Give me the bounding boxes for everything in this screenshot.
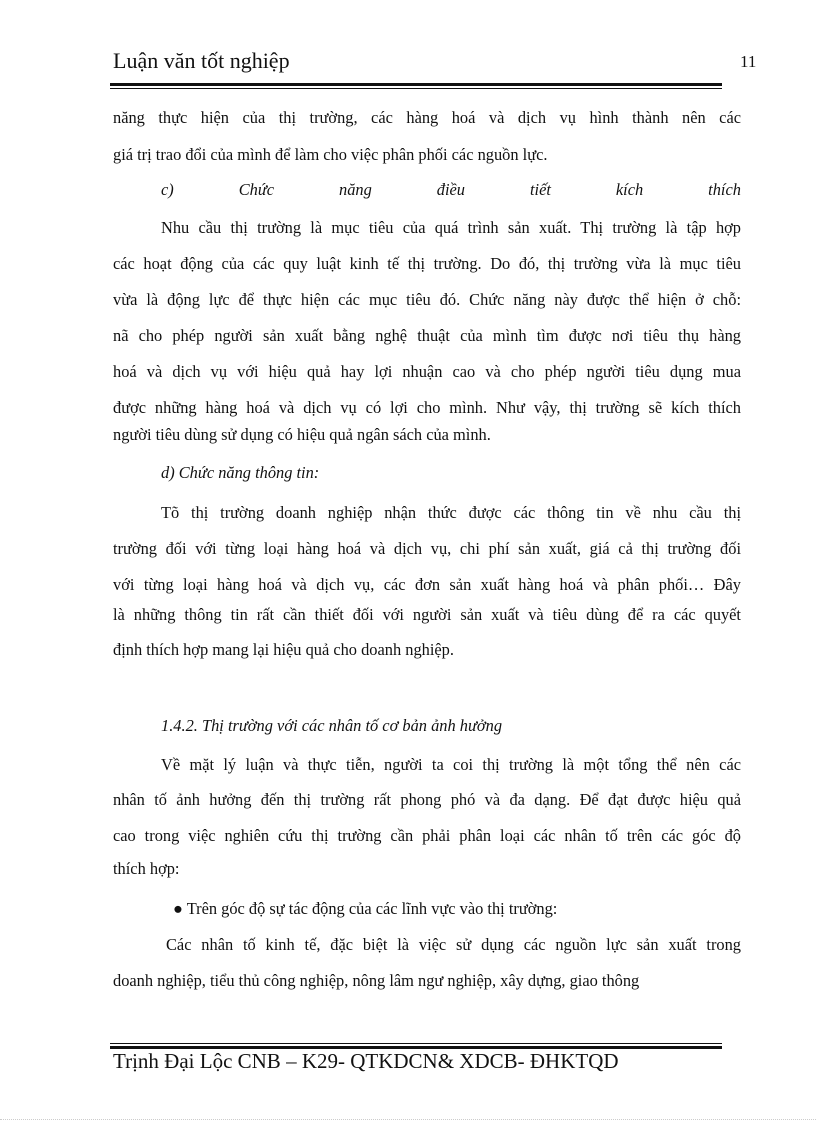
heading-c-word: tiết [529, 180, 551, 199]
paragraph-line: vừa là động lực để thực hiện các mục tiêu đó. Chức năng này được thể hiện ở chỗ: [113, 290, 741, 309]
paragraph-line: với từng loại hàng hoá và dịch vụ, các đơn sản xuất hàng hoá và phân phối… Đây [113, 575, 741, 594]
paragraph-line: cao trong việc nghiên cứu thị trường cần phải phân loại các nhân tố trên các góc độ [113, 826, 741, 845]
paragraph-line: các hoạt động của các quy luật kinh tế thị trường. Do đó, thị trường vừa là mục tiêu [113, 254, 741, 273]
paragraph-line: Các nhân tố kinh tế, đặc biệt là việc sử dụng các nguồn lực sản xuất trong [166, 935, 741, 954]
page-number: 11 [740, 52, 757, 71]
heading-c [161, 180, 741, 200]
paragraph-line: doanh nghiệp, tiểu thủ công nghiệp, nông lâm ngư nghiệp, xây dựng, giao thông [113, 971, 640, 990]
heading-c-word: điều [436, 180, 465, 199]
bullet-item: ● Trên góc độ sự tác động của các lĩnh vực vào thị trường: [173, 899, 558, 918]
heading-d: d) Chức năng thông tin: [161, 463, 320, 482]
page-edge-dots [0, 1119, 816, 1120]
header-rule-thick [110, 83, 722, 86]
paragraph-line: là những thông tin rất cần thiết đối với người sản xuất và tiêu dùng để ra các quyết [113, 605, 741, 624]
paragraph-line: nã cho phép người sản xuất bằng nghệ thuật của mình tìm được nơi tiêu thụ hàng [113, 326, 741, 345]
paragraph-line: người tiêu dùng sử dụng có hiệu quả ngân sách của mình. [113, 425, 491, 444]
paragraph-line: hoá và dịch vụ với hiệu quả hay lợi nhuận cao và cho phép người tiêu dụng mua [113, 362, 741, 381]
footer-text: Trịnh Đại Lộc CNB – K29- QTKDCN& XDCB- ĐHKTQD [113, 1049, 619, 1073]
paragraph-line: định thích hợp mang lại hiệu quả cho doanh nghiệp. [113, 640, 454, 659]
paragraph-line: Nhu cầu thị trường là mục tiêu của quá trình sản xuất. Thị trường là tập hợp [161, 218, 741, 237]
heading-c-word: c) [161, 180, 174, 199]
paragraph-line: thích hợp: [113, 859, 180, 878]
paragraph-line: nhân tố ảnh hưởng đến thị trường rất phong phó và đa dạng. Để đạt được hiệu quả [113, 790, 741, 809]
paragraph-line: Tõ thị trường doanh nghiệp nhận thức được các thông tin về nhu cầu thị [161, 503, 741, 522]
paragraph-line: Về mặt lý luận và thực tiễn, người ta coi thị trường là một tổng thể nên các [161, 755, 741, 774]
paragraph-line: giá trị trao đổi của mình để làm cho việc phân phối các nguồn lực. [113, 145, 548, 164]
heading-c-word: Chức [238, 180, 275, 199]
heading-c-word: thích [708, 180, 741, 199]
heading-c-word: năng [339, 180, 372, 199]
paragraph-line: được những hàng hoá và dịch vụ có lợi cho mình. Như vậy, thị trường sẽ kích thích [113, 398, 741, 417]
header-title: Luận văn tốt nghiệp [113, 48, 290, 73]
paragraph-line: năng thực hiện của thị trường, các hàng hoá và dịch vụ hình thành nên các [113, 108, 741, 127]
heading-c-word: kích [615, 180, 644, 199]
header-rule-thin [110, 88, 722, 89]
section-heading: 1.4.2. Thị trường với các nhân tố cơ bản ảnh hưởng [161, 716, 503, 735]
paragraph-line: trường đối với từng loại hàng hoá và dịch vụ, chi phí sản xuất, giá cả thị trường đối [113, 539, 741, 558]
footer-rule-thin [110, 1043, 722, 1044]
